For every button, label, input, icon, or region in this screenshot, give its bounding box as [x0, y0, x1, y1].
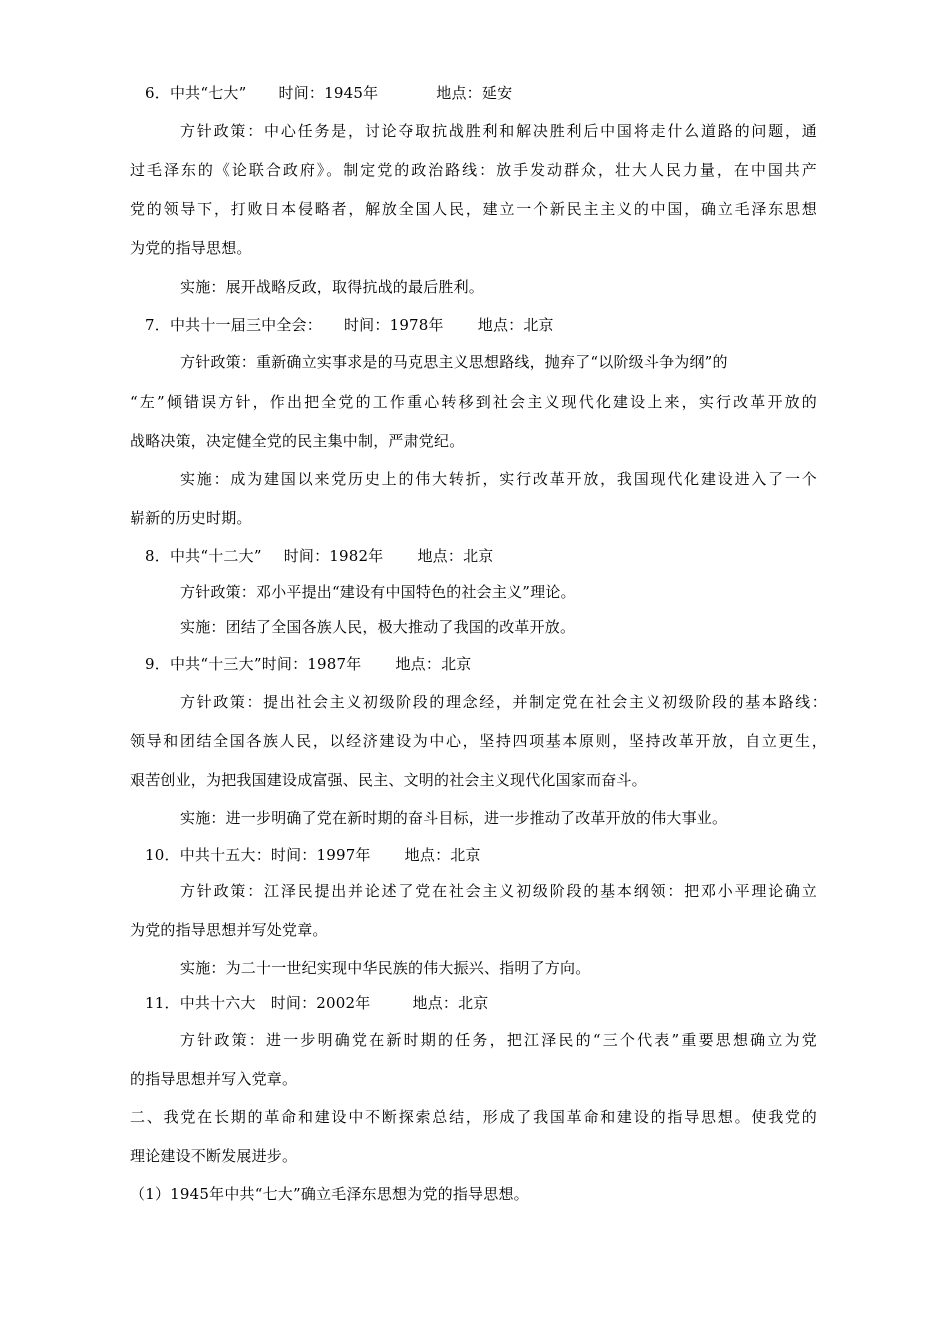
item-7-heading	[145, 315, 554, 335]
item-11-title: 中共十六大	[179, 994, 256, 1012]
item-7-time: 时间：1978年	[343, 316, 444, 334]
item-11-number: 11．	[145, 994, 180, 1012]
section-two-line-1: 二、我党在长期的革命和建设中不断探索总结，形成了我国革命和建设的指导思想。使我党的	[130, 1108, 817, 1126]
item-10-title: 中共十五大：	[179, 846, 271, 864]
item-11-policy-line-2: 的指导思想并写入党章。	[130, 1070, 298, 1088]
item-7-implementation-line-1: 实施：成为建国以来党历史上的伟大转折，实行改革开放，我国现代化建设进入了一个	[180, 470, 817, 488]
item-10-policy-line-2: 为党的指导思想并写处党章。	[130, 921, 328, 939]
item-9-time: 时间：1987年	[261, 655, 362, 673]
item-7-policy-line-3: 战略决策，决定健全党的民主集中制，严肃党纪。	[130, 432, 465, 450]
item-7-place: 地点：北京	[477, 316, 554, 334]
item-6-number: 6．	[145, 84, 170, 102]
item-6-implementation: 实施：展开战略反政，取得抗战的最后胜利。	[180, 278, 485, 296]
item-9-policy-line-3: 艰苦创业，为把我国建设成富强、民主、文明的社会主义现代化国家而奋斗。	[130, 771, 647, 789]
item-6-policy-line-4: 为党的指导思想。	[130, 239, 252, 257]
item-7-policy-line-1: 方针政策：重新确立实事求是的马克思主义思想路线，抛弃了“以阶级斗争为纲”的	[180, 353, 728, 371]
item-6-title: 中共“七大”	[169, 84, 247, 102]
item-7-policy-line-2: “左”倾错误方针，作出把全党的工作重心转移到社会主义现代化建设上来，实行改革开放的	[130, 393, 817, 411]
item-9-number: 9．	[145, 655, 170, 673]
item-11-heading	[145, 993, 489, 1013]
item-9-place: 地点：北京	[395, 655, 472, 673]
section-two-line-2: 理论建设不断发展进步。	[130, 1147, 298, 1165]
item-8-implementation: 实施：团结了全国各族人民，极大推动了我国的改革开放。	[180, 618, 576, 636]
item-11-policy-line-1: 方针政策：进一步明确党在新时期的任务，把江泽民的“三个代表”重要思想确立为党	[180, 1031, 817, 1049]
item-7-number: 7．	[145, 316, 170, 334]
item-8-time: 时间：1982年	[283, 547, 384, 565]
item-10-number: 10．	[145, 846, 180, 864]
item-10-policy-line-1: 方针政策：江泽民提出并论述了党在社会主义初级阶段的基本纲领：把邓小平理论确立	[180, 882, 817, 900]
item-6-time: 时间：1945年	[278, 84, 379, 102]
item-10-heading	[145, 845, 481, 865]
item-9-policy-line-1: 方针政策：提出社会主义初级阶段的理念经，并制定党在社会主义初级阶段的基本路线：	[180, 693, 827, 711]
item-11-time: 时间：2002年	[270, 994, 371, 1012]
item-6-policy-line-3: 党的领导下，打败日本侵略者，解放全国人民，建立一个新民主主义的中国，确立毛泽东思想	[130, 200, 817, 218]
item-8-policy: 方针政策：邓小平提出“建设有中国特色的社会主义”理论。	[180, 583, 576, 601]
section-two-sub-item: （1）1945年中共“七大”确立毛泽东思想为党的指导思想。	[130, 1185, 529, 1203]
item-9-heading	[145, 654, 472, 674]
item-11-place: 地点：北京	[412, 994, 489, 1012]
item-9-policy-line-2: 领导和团结全国各族人民，以经济建设为中心，坚持四项基本原则，坚持改革开放，自立更生，	[130, 732, 827, 750]
item-8-title: 中共“十二大”	[169, 547, 262, 565]
item-8-heading	[145, 546, 494, 566]
item-9-implementation: 实施：进一步明确了党在新时期的奋斗目标，进一步推动了改革开放的伟大事业。	[180, 809, 728, 827]
item-10-place: 地点：北京	[404, 846, 481, 864]
item-7-title: 中共十一届三中全会：	[169, 316, 322, 334]
item-9-title: 中共“十三大”	[169, 655, 262, 673]
item-6-policy-line-1: 方针政策：中心任务是，讨论夺取抗战胜利和解决胜利后中国将走什么道路的问题，通	[180, 122, 817, 140]
item-6-policy-line-2: 过毛泽东的《论联合政府》。制定党的政治路线：放手发动群众，壮大人民力量，在中国共产	[130, 161, 817, 179]
item-6-heading	[145, 83, 512, 103]
item-8-number: 8．	[145, 547, 170, 565]
item-8-place: 地点：北京	[417, 547, 494, 565]
item-7-implementation-line-2: 崭新的历史时期。	[130, 509, 252, 527]
item-6-place: 地点：延安	[436, 84, 513, 102]
item-10-time: 时间：1997年	[270, 846, 371, 864]
item-10-implementation: 实施：为二十一世纪实现中华民族的伟大振兴、指明了方向。	[180, 959, 591, 977]
